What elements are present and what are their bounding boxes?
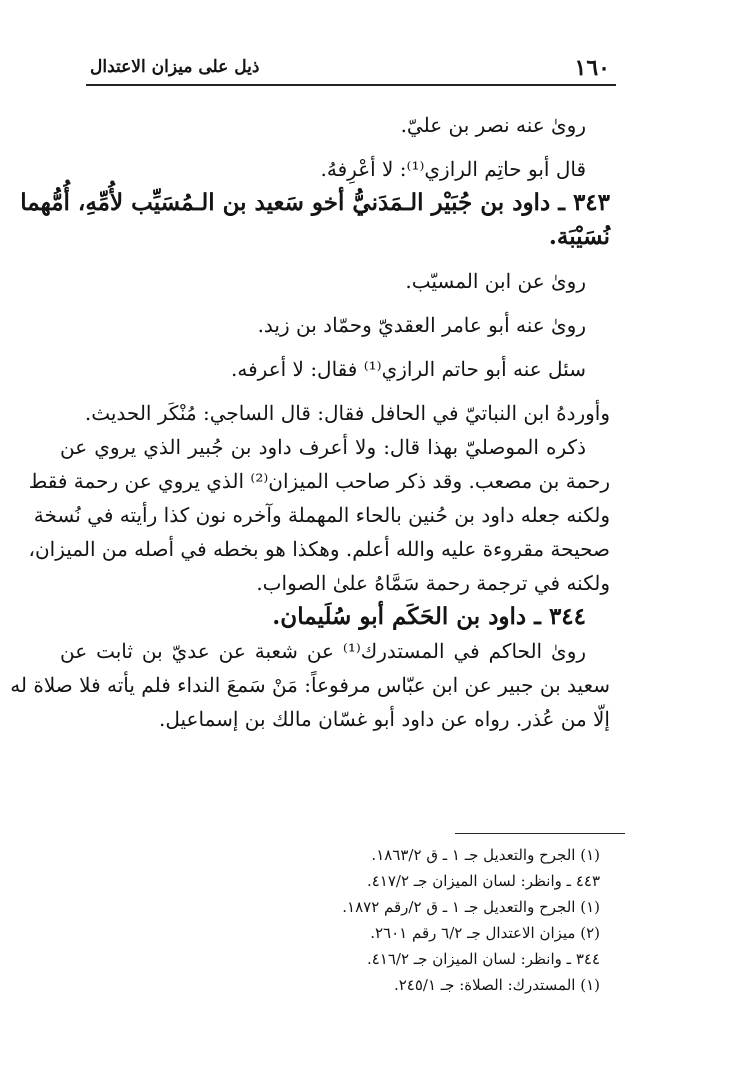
text-line: صحيحة مقروءة عليه والله أعلم. وهكذا هو بخطه في أصله من الميزان، — [28, 537, 610, 561]
text-line: روىٰ الحاكم في المستدرك⁽¹⁾ عن شعبة عن عديّ بن ثابت عن — [60, 639, 587, 663]
paragraph-narrated-ibn-musayyib: روىٰ عن ابن المسيّب. — [405, 269, 586, 293]
footnote: (٢) ميزان الاعتدال جـ ٦/٢ رقم ٢٦٠١. — [370, 924, 600, 942]
page-number: ١٦٠ — [574, 55, 610, 81]
paragraph-mawsili — [28, 430, 610, 600]
paragraph-hakim — [10, 634, 610, 736]
footnote: (١) الجرح والتعديل جـ ١ ـ ق ١٨٦٣/٢. — [371, 846, 600, 864]
paragraph-asked-abu-hatim: سئل عنه أبو حاتم الرازي⁽¹⁾ فقال: لا أعرفه. — [231, 357, 586, 381]
header-divider — [86, 84, 616, 86]
paragraph-abu-hatim: قال أبو حاتِم الرازي⁽¹⁾: لا أعْرِفهُ. — [320, 157, 586, 181]
paragraph-narrated-from: روىٰ عنه نصر بن عليّ. — [400, 113, 586, 137]
text-line: رحمة بن مصعب. وقد ذكر صاحب الميزان⁽²⁾ الذي يروي عن رحمة فقط — [28, 469, 610, 493]
footnote: ٤٤٣ ـ وانظر: لسان الميزان جـ ٤١٧/٢. — [366, 872, 600, 890]
entry-343-heading: ٣٤٣ ـ داود بن جُبَيْر الـمَدَنيُّ أخو سَعيد بن الـمُسَيِّب لأُمِّهِ، أُمُّهما — [20, 189, 610, 216]
running-title: ذيل على ميزان الاعتدال — [90, 57, 260, 77]
paragraph-narrators: روىٰ عنه أبو عامر العقديّ وحمّاد بن زيد. — [257, 313, 586, 337]
footnote: (١) الجرح والتعديل جـ ١ ـ ق ٢/رقم ١٨٧٢. — [342, 898, 600, 916]
footnotes — [300, 842, 600, 998]
entry-344-heading: ٣٤٤ ـ داود بن الحَكَم أبو سُلَيمان. — [272, 603, 586, 630]
footnote: ٣٤٤ ـ وانظر: لسان الميزان جـ ٤١٦/٢. — [366, 950, 600, 968]
text-line: ذكره الموصليّ بهذا قال: ولا أعرف داود بن جُبير الذي يروي عن — [60, 435, 586, 459]
footnote: (١) المستدرك: الصلاة: جـ ٢٤٥/١. — [393, 976, 600, 994]
text-line: إلّا من عُذر. رواه عن داود أبو غسّان مالك بن إسماعيل. — [159, 707, 610, 731]
paragraph-ibn-nabati: وأوردهُ ابن النباتيّ في الحافل فقال: قال الساجي: مُنْكَر الحديث. — [84, 401, 610, 425]
main-text — [10, 108, 610, 736]
footnote-divider — [455, 833, 625, 834]
text-line: سعيد بن جبير عن ابن عبّاس مرفوعاً: مَنْ سَمعَ النداء فلم يأته فلا صلاة له — [10, 673, 610, 697]
entry-343-heading-cont: نُسَيْبَة. — [548, 223, 610, 250]
running-header — [90, 55, 610, 83]
text-line: ولكنه جعله داود بن حُنين بالحاء المهملة وآخره نون كذا رأيته في نُسخة — [33, 503, 610, 527]
text-line: ولكنه في ترجمة رحمة سَمَّاهُ علىٰ الصواب. — [256, 571, 610, 595]
